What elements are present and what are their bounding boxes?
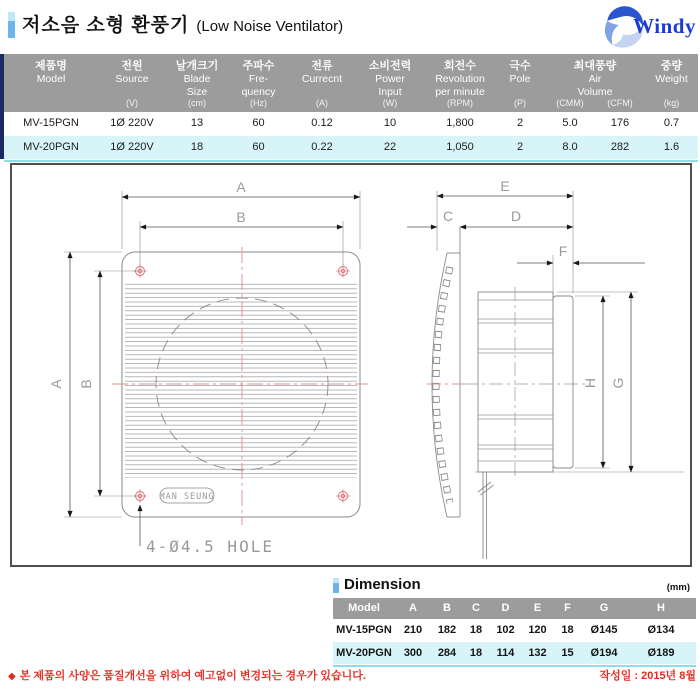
technical-drawing	[10, 163, 692, 567]
dimension-row-mv15: MV-15PGN 210 182 18 102 120 18 Ø145 Ø134	[336, 624, 675, 636]
label-h: H	[582, 377, 598, 389]
duct-flange	[553, 296, 573, 468]
label-b-left: B	[78, 379, 94, 389]
spec-col-rpm: 회전수 Revolution per minute (RPM)	[435, 60, 485, 108]
spec-col-source: 전원 Source (V)	[115, 60, 149, 108]
dimension-title: Dimension	[344, 576, 421, 593]
dimension-section	[333, 576, 696, 667]
footer-note	[8, 667, 696, 683]
label-c: C	[442, 208, 454, 224]
spec-col-model: 제품명 Model	[35, 60, 67, 85]
label-f: F	[558, 243, 568, 259]
front-view	[112, 247, 368, 556]
dimension-unit-note: (mm)	[666, 582, 690, 593]
label-a-left: A	[48, 379, 64, 389]
windy-logo	[600, 3, 696, 49]
spec-col-pole: 극수 Pole (P)	[509, 60, 531, 108]
creation-date: 작성일 : 2015년 8월	[599, 670, 696, 682]
windy-logo-text: Windy	[633, 13, 696, 38]
hole-note-text: 4-Ø4.5 HOLE	[146, 537, 274, 556]
spec-row-mv20: MV-20PGN 1Ø 220V 18 60 0.22 22 1,050 2 8.0 282 1.6	[4, 136, 698, 160]
title-bar	[0, 0, 700, 50]
label-g: G	[610, 377, 626, 389]
diamond-bullet-icon: ◆	[8, 671, 16, 682]
spec-col-blade-size: 날개크기 Blade Size (cm)	[175, 60, 219, 108]
louver-grille	[125, 283, 357, 478]
label-d: D	[510, 208, 522, 224]
side-view	[427, 227, 590, 559]
spec-col-air-volume: 최대풍량 Air Volume (CMM) (CFM)	[556, 60, 633, 108]
ventilator-drawing	[12, 165, 690, 565]
spec-row-mv15: MV-15PGN 1Ø 220V 13 60 0.12 10 1,800 2 5.0 176 0.7	[23, 117, 680, 129]
spec-table-header	[4, 54, 698, 112]
label-e: E	[500, 178, 510, 194]
title-bullet-icon	[8, 12, 15, 38]
spec-col-power-input: 소비전력 Power Input (W)	[368, 60, 412, 108]
spec-table-underline	[4, 160, 698, 162]
spec-col-weight: 중량 Weight (kg)	[655, 60, 688, 108]
hole-bottom-right	[336, 489, 350, 503]
brand-badge-text: MAN SEUNG	[159, 492, 215, 502]
label-a-top: A	[236, 179, 246, 195]
power-cable	[478, 472, 494, 559]
page-title-english: (Low Noise Ventilator)	[196, 18, 344, 35]
spec-table	[0, 54, 700, 162]
spec-table-left-accent	[0, 54, 4, 159]
dimension-row-mv20: MV-20PGN 300 284 18 114 132 15 Ø194 Ø189	[333, 642, 696, 665]
spec-col-frequency: 주파수 Fre- quency (Hz)	[241, 60, 276, 108]
dimension-table-header: Model A B C D E F G H	[333, 598, 696, 619]
dimension-bullet-icon	[333, 578, 339, 593]
disclaimer-text: ◆ 본 제품의 사양은 품질개선을 위하여 예고없이 변경되는 경우가 있습니다.	[8, 670, 366, 682]
hole-top-right	[336, 264, 350, 278]
spec-col-current: 전류 Currecnt (A)	[301, 60, 343, 108]
page-title-korean: 저소음 소형 환풍기	[22, 15, 190, 36]
label-b-top: B	[236, 209, 246, 225]
